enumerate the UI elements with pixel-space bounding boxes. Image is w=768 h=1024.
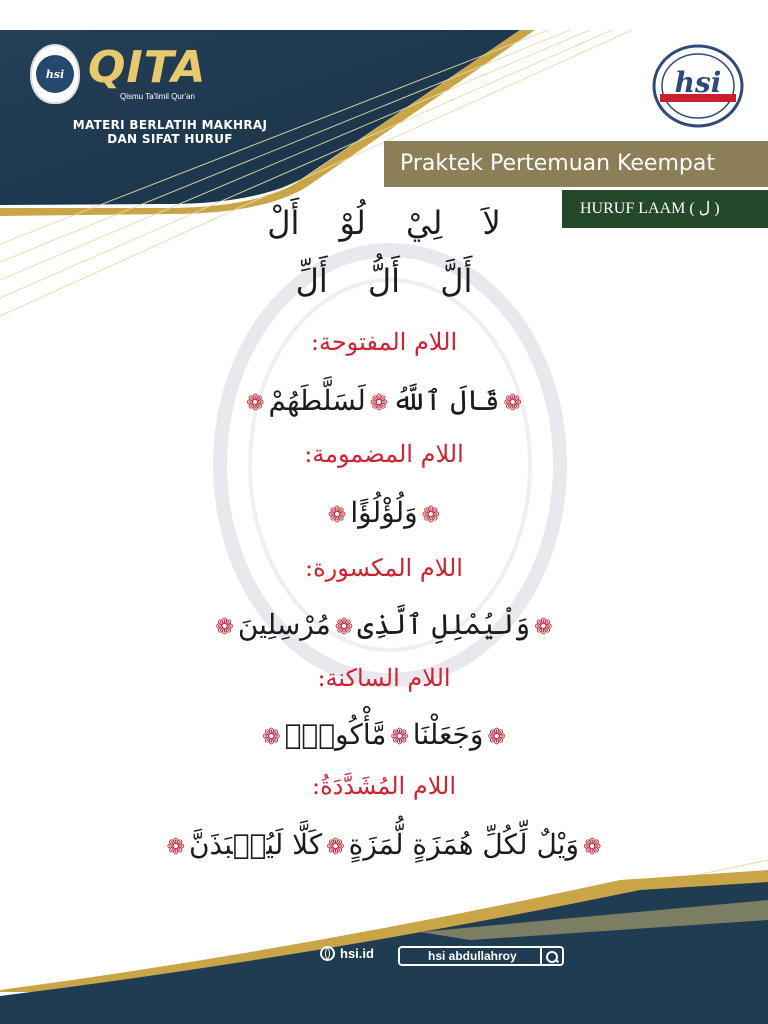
section-heading: اللام المكسورة: [305, 554, 463, 582]
ornament-icon: ❁ [503, 391, 522, 416]
letter-combo: أَلُّ [367, 262, 401, 300]
section-heading: اللام المضمومة: [304, 440, 464, 468]
quran-word: وَلُؤْلُؤًا [350, 496, 418, 529]
footer-search-box[interactable] [398, 946, 564, 966]
section-words [0, 384, 768, 417]
letter-combo: لُوْ [339, 204, 366, 242]
section-heading: اللام المُشَدَّدَةُ: [312, 772, 456, 800]
brand-name: QITA [88, 42, 207, 93]
letters-row-1 [0, 204, 768, 242]
ornament-icon: ❁ [326, 835, 345, 860]
qita-badge-logo [30, 44, 80, 104]
globe-icon [320, 946, 335, 961]
ornament-icon: ❁ [534, 615, 553, 640]
quran-word: قَالَ ٱللَّهُ [392, 384, 500, 417]
footer-site-text: hsi.id [340, 946, 374, 961]
ornament-icon: ❁ [583, 835, 602, 860]
ornament-icon: ❁ [487, 725, 506, 750]
top-margin [0, 0, 768, 30]
header-title-line2: DAN SIFAT HURUF [107, 132, 233, 146]
letter-combo: أَلِّ [295, 262, 328, 300]
practice-title: Praktek Pertemuan Keempat [384, 141, 768, 187]
brand-subtitle: Qismu Ta'limil Qur'an [120, 92, 195, 101]
ornament-icon: ❁ [246, 391, 265, 416]
footer-website[interactable] [320, 946, 374, 961]
quran-word: وَلْيُمْلِلِ ٱلَّذِى [357, 608, 531, 641]
quran-word: كَلَّا لَيُنۢبَذَنَّ [188, 828, 323, 861]
ornament-icon: ❁ [421, 503, 441, 528]
letter-combo: لاَ [482, 204, 501, 242]
ornament-icon: ❁ [166, 835, 185, 860]
footer-search-text: hsi abdullahroy [428, 949, 517, 963]
ornament-icon: ❁ [369, 391, 389, 416]
ornament-icon: ❁ [334, 615, 354, 640]
letters-row-2 [0, 262, 768, 300]
hsi-logo-text: hsi [674, 66, 722, 99]
quran-word: مُرْسِلِينَ [237, 608, 331, 641]
ornament-icon: ❁ [390, 725, 409, 750]
letter-label: HURUF LAAM ( ل ) [562, 190, 768, 228]
hsi-logo [650, 42, 746, 130]
search-icon [546, 951, 558, 963]
section-words [0, 496, 768, 529]
header-title-line1: MATERI BERLATIH MAKHRAJ [72, 118, 268, 132]
section-words [0, 828, 768, 861]
header-title [40, 118, 300, 146]
quran-word: وَيْلٌ لِّكُلِّ هُمَزَةٍ لُّمَزَةٍ [348, 828, 579, 861]
search-divider [540, 948, 542, 964]
section-words [0, 608, 768, 641]
quran-word: مَّأْكُولِۭ [284, 718, 387, 751]
ornament-icon: ❁ [215, 615, 234, 640]
letter-combo: أَلْ [267, 204, 300, 242]
letter-combo: لِيْ [405, 204, 443, 242]
section-words [0, 718, 768, 751]
footer-background [0, 860, 768, 1024]
section-heading: اللام المفتوحة: [310, 328, 458, 356]
badge-text: hsi [36, 55, 74, 93]
ornament-icon: ❁ [327, 503, 347, 528]
quran-word: لَسَلَّطَهُمْ [268, 384, 366, 417]
quran-word: وَجَعَلْنَا [412, 718, 484, 751]
ornament-icon: ❁ [262, 725, 281, 750]
letter-combo: أَلَّ [440, 262, 473, 300]
section-heading: اللام الساكنة: [317, 664, 451, 692]
